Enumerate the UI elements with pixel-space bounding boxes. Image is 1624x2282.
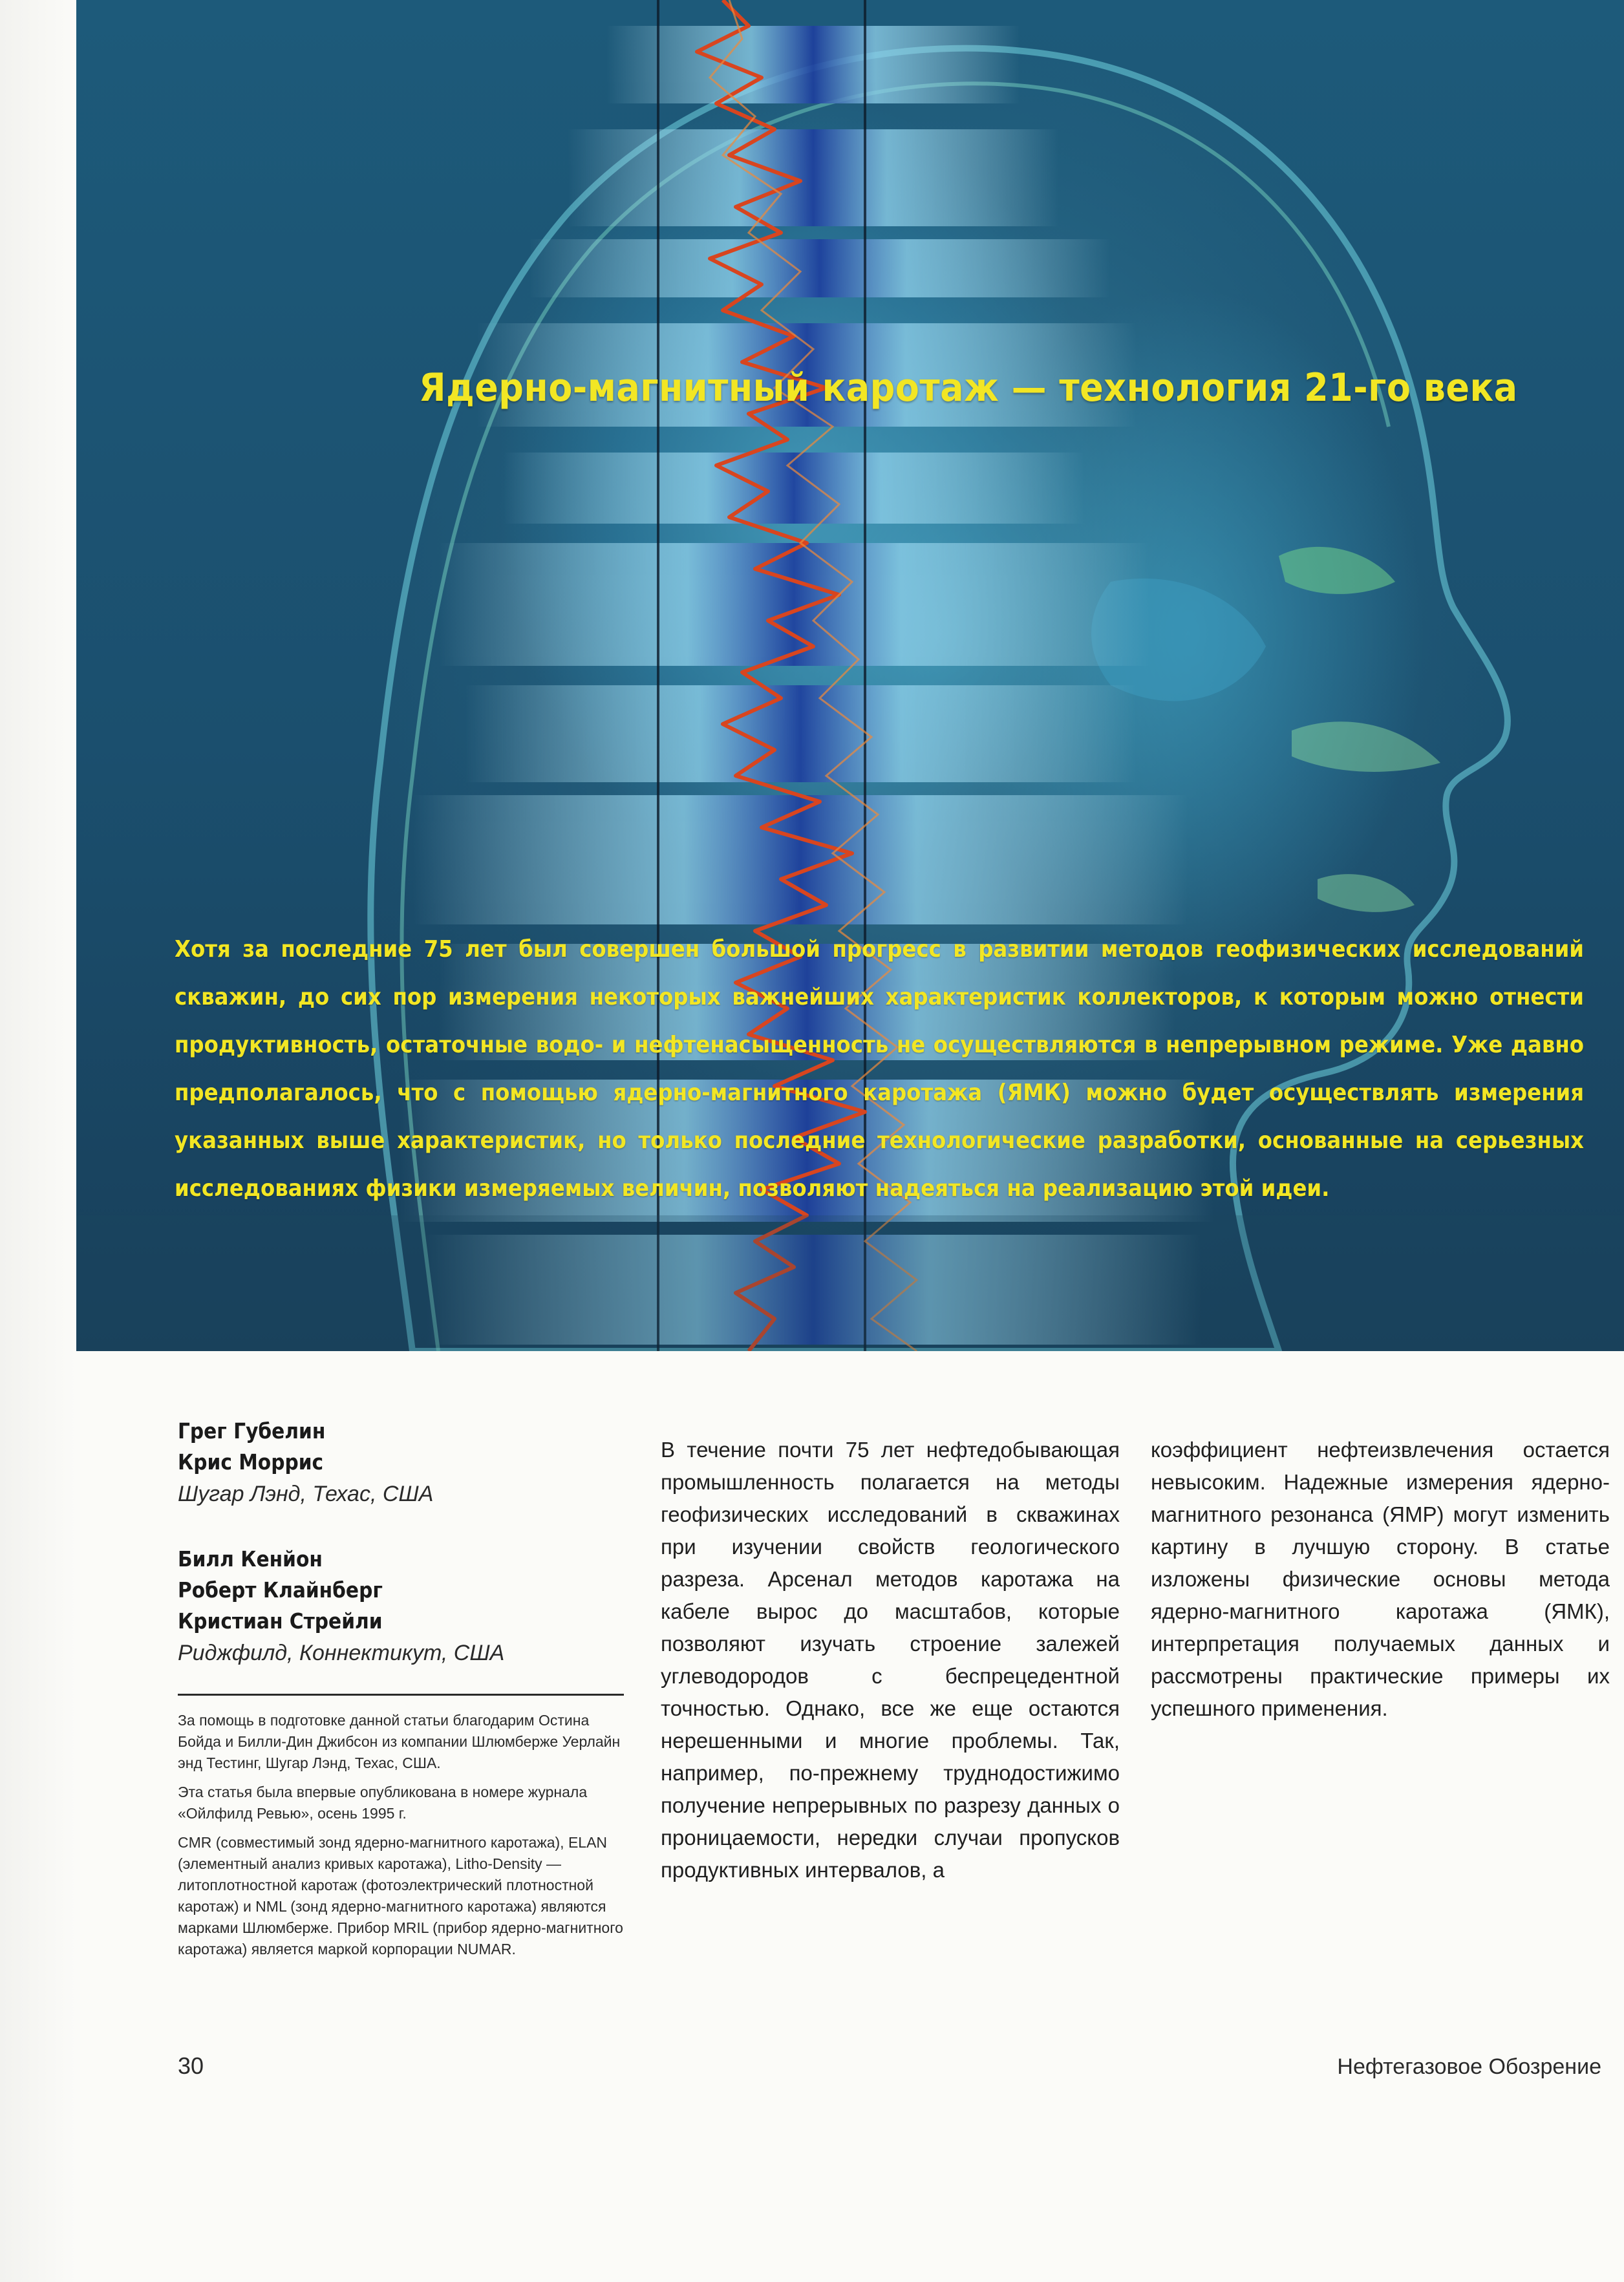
publication-note: Эта статья была впервые опубликована в номере журнала «Ойлфилд Ревью», осень 1995 г. bbox=[178, 1784, 588, 1822]
author-location: Шугар Лэнд, Техас, США bbox=[178, 1482, 434, 1506]
journal-name: Нефтегазовое Обозрение bbox=[1337, 2054, 1601, 2079]
author-name: Билл Кенйон bbox=[178, 1546, 323, 1572]
article-lead: Хотя за последние 75 лет был совершен большой прогресс в развитии методов геофизических исследований скважин, до сих пор измерения некоторых важнейших характеристик коллекторов, к которым можно отнести продуктивность, остаточные водо- и нефтенасыщенность не осуществляются в непрерывном режиме. Уже давно предполагалось, что с помощью ядерно-магнитного каротажа (ЯМК) можно будет осуществлять измерения указанных выше характеристик, но только последние технологические разработки, основанные на серьезных исследованиях физики измеряемых величин, позволяют надеяться на реализацию этой идеи. bbox=[175, 936, 1584, 1202]
page-number: 30 bbox=[178, 2053, 204, 2079]
body-column-2: коэффициент нефтеизвлечения остается невысоким. Надежные измерения ядерно-магнитного резонанса (ЯМР) могут изменить картину в лучшую сторону. В статье изложены физические основы метода ядерно-магнитного каротажа (ЯМК), интерпретация получаемых данных и рассмотрены практические примеры их успешного применения. bbox=[1151, 1438, 1610, 1720]
body-column-1: В течение почти 75 лет нефтедобывающая промышленность полагается на методы геофизических исследований в скважинах при изучении свойств геологического разреза. Арсенал методов каротажа на кабеле вырос до масштабов, которые позволяют изучать строение залежей углеводородов с беспрецедентной точностью. Однако, все же еще остаются нерешенными и многие проблемы. Так, например, по-прежнему труднодостижимо получение непрерывных по разрезу данных о проницаемости, нередки случаи пропусков продуктивных интервалов, а bbox=[661, 1438, 1120, 1882]
acknowledgement-note: За помощь в подготовке данной статьи благодарим Остина Бойда и Билли-Дин Джибсон из компании Шлюмберже Уерлайн энд Тестинг, Шугар Лэнд, Техас, США. bbox=[178, 1712, 621, 1771]
author-name: Кристиан Стрейли bbox=[178, 1608, 383, 1634]
article-title: Ядерно-магнитный каротаж — технология 21-го века bbox=[419, 365, 1518, 411]
author-location: Риджфилд, Коннектикут, США bbox=[178, 1641, 505, 1665]
author-name: Крис Моррис bbox=[178, 1449, 324, 1475]
author-name: Грег Губелин bbox=[178, 1418, 326, 1444]
page-margin bbox=[0, 0, 76, 2282]
author-group bbox=[178, 1544, 630, 1669]
hero-image bbox=[76, 0, 1624, 1351]
author-name: Роберт Клайнберг bbox=[178, 1577, 383, 1603]
authors-block bbox=[178, 1416, 630, 1703]
footnotes bbox=[178, 1694, 624, 1968]
author-group bbox=[178, 1416, 630, 1510]
trademark-note: CMR (совместимый зонд ядерно-магнитного каротажа), ELAN (элементный анализ кривых каротажа), Litho-Density — литоплотностной каротаж (фотоэлектрический плотностной каротаж) и NML (зонд ядерно-магнитного каротажа) являются марками Шлюмберже. Прибор MRIL (прибор ядерно-магнитного каротажа) является маркой корпорации NUMAR. bbox=[178, 1834, 623, 1957]
